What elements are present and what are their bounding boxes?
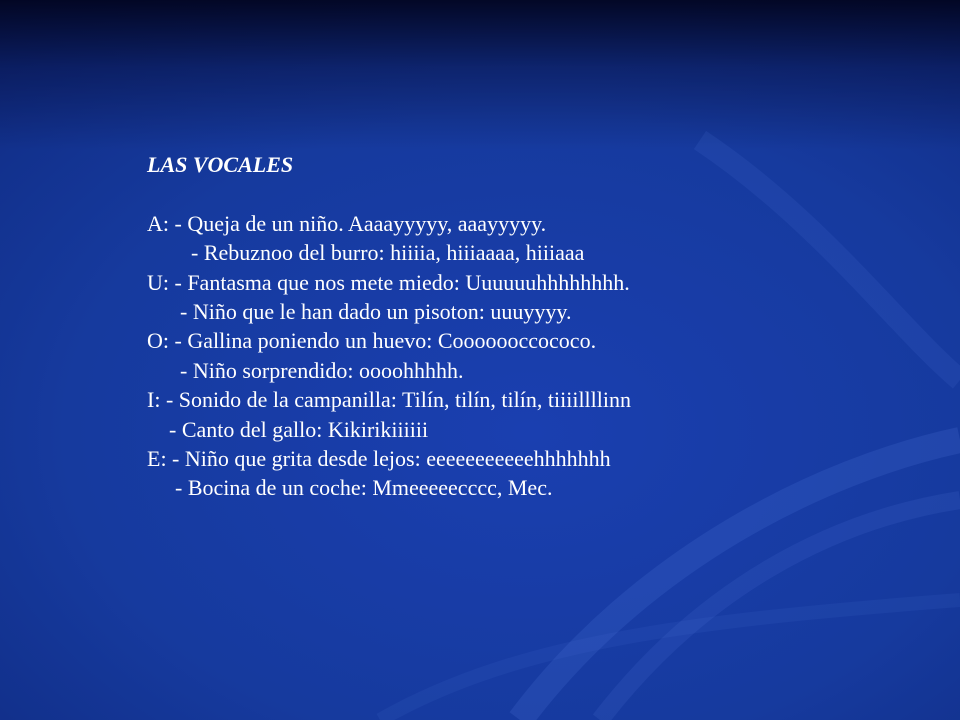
line-u-2: - Niño que le han dado un pisoton: uuuyyyy.	[180, 298, 572, 324]
slide-content	[147, 150, 927, 503]
line-o-1: O: - Gallina poniendo un huevo: Cooooooccococo.	[147, 328, 597, 354]
slide-title: LAS VOCALES	[147, 152, 294, 177]
line-e-2: - Bocina de un coche: Mmeeeeecccc, Mec.	[175, 475, 553, 501]
line-i-2: - Canto del gallo: Kikirikiiiiii	[169, 416, 429, 442]
line-o-2: - Niño sorprendido: oooohhhhh.	[180, 357, 464, 383]
line-e-1: E: - Niño que grita desde lejos: eeeeeeeeeeehhhhhhh	[147, 445, 611, 471]
line-a-1: A: - Queja de un niño. Aaaayyyyy, aaayyyyy.	[147, 210, 547, 236]
line-u-1: U: - Fantasma que nos mete miedo: Uuuuuuhhhhhhhh.	[147, 269, 630, 295]
line-i-1: I: - Sonido de la campanilla: Tilín, tilín, tilín, tiiiillllinn	[147, 387, 631, 413]
line-a-2: - Rebuznoo del burro: hiiiia, hiiiaaaa, hiiiaaa	[191, 240, 585, 266]
